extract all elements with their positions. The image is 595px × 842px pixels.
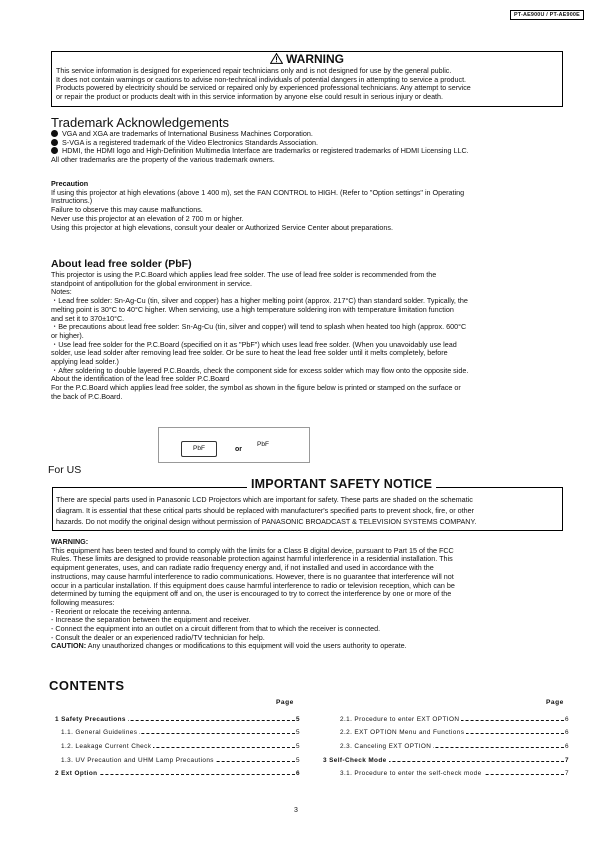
page-number: 3 bbox=[294, 807, 298, 814]
fcc-line: - Increase the separation between the equipment and receiver. bbox=[51, 615, 251, 625]
fcc-section bbox=[51, 538, 455, 651]
pbf-line: the back of P.C.Board. bbox=[51, 391, 123, 401]
precaution-line: Never use this projector at an elevation of 2 700 m or higher. bbox=[51, 213, 244, 223]
safety-notice-line: diagram. It is essential that these critical parts should be replaced with manufacturer's specified parts to prevent shock, fire, or other bbox=[56, 506, 475, 516]
trademarks-list bbox=[51, 130, 469, 165]
for-us-heading: For US bbox=[48, 464, 82, 476]
bullet-icon bbox=[51, 147, 58, 154]
page-column-label: Page bbox=[276, 699, 294, 706]
model-label: PT-AE900U / PT-AE900E bbox=[510, 10, 584, 20]
pbf-line: solder, use lead solder after removing lead free solder. Or be sure to heat the lead free solder until it melts completely, before bbox=[51, 348, 448, 358]
pbf-symbol-plain: PbF bbox=[257, 441, 269, 448]
pbf-line: About the identification of the lead free solder P.C.Board bbox=[51, 374, 230, 384]
toc-entry[interactable] bbox=[340, 743, 569, 753]
toc-entry[interactable] bbox=[61, 743, 300, 753]
trademark-text: HDMI, the HDMI logo and High-Definition Multimedia Interface are trademarks or registered trademarks of HDMI Licensing LLC. bbox=[62, 146, 469, 156]
toc-entry[interactable] bbox=[340, 716, 569, 726]
pbf-or-label: or bbox=[235, 446, 242, 453]
fcc-line: - Reorient or relocate the receiving antenna. bbox=[51, 606, 192, 616]
pbf-heading: About lead free solder (PbF) bbox=[51, 258, 192, 270]
fcc-line: equipment generates, uses, and can radiate radio frequency energy and, if not installed and used in accordance with the bbox=[51, 563, 434, 573]
toc-label: 3.1. Procedure to enter the self-check mode bbox=[340, 770, 482, 777]
warning-title: WARNING bbox=[286, 52, 344, 66]
pbf-line: For the P.C.Board which applies lead free solder, the symbol as shown in the figure below is printed or stamped on the surface or bbox=[51, 383, 461, 393]
toc-label: 1.2. Leakage Current Check bbox=[61, 743, 152, 750]
fcc-heading: WARNING: bbox=[51, 537, 89, 546]
page-column-label: Page bbox=[546, 699, 564, 706]
safety-notice-line: There are special parts used in Panasonic LCD Projectors which are important for safety. These parts are shaded on the schematic bbox=[56, 495, 473, 504]
precaution-section bbox=[51, 180, 464, 232]
fcc-line: - Consult the dealer or an experienced radio/TV technician for help. bbox=[51, 632, 265, 642]
warning-line: Products powered by electricity should be serviced or repaired only by experienced professional technicians. Any attempt to service bbox=[56, 84, 471, 92]
toc-page: 6 bbox=[565, 729, 569, 736]
pbf-line: applying lead solder.) bbox=[51, 357, 119, 367]
precaution-line: If using this projector at high elevations (above 1 400 m), set the FAN CONTROL to HIGH. (Refer to "Option settings" in Operating bbox=[51, 187, 465, 197]
toc-page: 7 bbox=[565, 770, 569, 777]
pbf-line: This projector is using the P.C.Board which applies lead free solder. The use of lead free solder is recommended from the bbox=[51, 270, 437, 279]
warning-line: It does not contain warnings or cautions to advise non-technical individuals of potential dangers in attempting to service a product. bbox=[56, 75, 467, 84]
toc-page: 5 bbox=[296, 757, 300, 764]
pbf-line: standpoint of antipollution for the global environment in service. bbox=[51, 278, 252, 288]
toc-page: 5 bbox=[296, 729, 300, 736]
toc-entry[interactable] bbox=[55, 770, 300, 780]
pbf-line: ・Use lead free solder for the P.C.Board (specified on it as "PbF") which uses lead free solder. (When you unavoidably use lead bbox=[51, 339, 457, 349]
safety-notice-title: IMPORTANT SAFETY NOTICE bbox=[247, 477, 436, 491]
warning-box bbox=[51, 51, 563, 107]
pbf-line: or higher). bbox=[51, 330, 84, 340]
pbf-line: ・Be precautions about lead free solder: Sn-Ag-Cu (tin, silver and copper) will tend to splash when heated too high (approx. 600°C bbox=[51, 322, 467, 332]
pbf-text bbox=[51, 271, 468, 402]
toc-label: 2.3. Canceling EXT OPTION bbox=[340, 743, 432, 750]
toc-page: 5 bbox=[296, 743, 300, 750]
toc-page: 7 bbox=[565, 757, 569, 764]
toc-page: 6 bbox=[565, 716, 569, 723]
pbf-symbol-boxed: PbF bbox=[181, 441, 217, 457]
safety-notice-text bbox=[56, 494, 476, 528]
caution-text: Any unauthorized changes or modifications to this equipment will void the users authority to operate. bbox=[86, 641, 407, 651]
safety-notice-box bbox=[52, 487, 563, 531]
warning-line: or repair the product or products dealt with in this service information by anyone else could result in serious injury or death. bbox=[56, 92, 443, 101]
toc-page: 6 bbox=[296, 770, 300, 777]
toc-label: 1 Safety Precautions bbox=[55, 716, 126, 723]
fcc-caution bbox=[51, 642, 455, 651]
precaution-line: Instructions.) bbox=[51, 196, 93, 206]
warning-heading bbox=[52, 53, 562, 66]
warning-triangle-icon bbox=[270, 53, 283, 64]
toc-label: 3 Self-Check Mode bbox=[323, 757, 387, 764]
contents-heading: CONTENTS bbox=[49, 678, 125, 693]
pbf-line: ・Lead free solder: Sn-Ag-Cu (tin, silver and copper) has a higher melting point (approx. 217°C) than standard solder. Typically, the bbox=[51, 296, 468, 306]
pbf-line: and set it to 370±10°C. bbox=[51, 313, 125, 323]
toc-label: 2 Ext Option bbox=[55, 770, 98, 777]
toc-label: 1.1. General Guidelines bbox=[61, 729, 138, 736]
toc-entry[interactable] bbox=[340, 729, 569, 739]
trademark-other: All other trademarks are the property of the various trademark owners. bbox=[51, 155, 275, 165]
pbf-symbol-figure bbox=[158, 427, 310, 463]
toc-entry[interactable] bbox=[340, 770, 569, 780]
fcc-line: determined by turning the equipment off and on, the user is encouraged to try to correct the interference by one or more of the bbox=[51, 589, 452, 599]
toc-label: 1.3. UV Precaution and UHM Lamp Precautions bbox=[61, 757, 214, 764]
precaution-line: Using this projector at high elevations, consult your dealer or Authorized Service Center about preparations. bbox=[51, 222, 393, 232]
trademark-text: VGA and XGA are trademarks of International Business Machines Corporation. bbox=[62, 129, 313, 138]
fcc-line: This equipment has been tested and found to comply with the limits for a Class B digital device, pursuant to Part 15 of the FCC bbox=[51, 545, 454, 555]
toc-page: 5 bbox=[296, 716, 300, 723]
pbf-line: Notes: bbox=[51, 287, 72, 297]
trademarks-heading: Trademark Acknowledgements bbox=[51, 115, 229, 130]
trademark-text: S-VGA is a registered trademark of the Video Electronics Standards Association. bbox=[62, 137, 318, 147]
warning-text bbox=[52, 66, 562, 101]
precaution-line: Failure to observe this may cause malfunctions. bbox=[51, 205, 203, 215]
caution-label: CAUTION: bbox=[51, 641, 87, 651]
fcc-line: - Connect the equipment into an outlet on a circuit different from that to which the receiver is connected. bbox=[51, 624, 381, 634]
pbf-line: melting point is 30°C to 40°C higher. When servicing, use a high temperature soldering iron with temperature limitation function bbox=[51, 304, 454, 314]
fcc-line: occur in a particular installation. If this equipment does cause harmful interference to radio or television reception, which can be bbox=[51, 580, 455, 590]
toc-entry[interactable] bbox=[61, 729, 300, 739]
toc-entry[interactable] bbox=[323, 757, 569, 767]
bullet-icon bbox=[51, 139, 58, 146]
safety-notice-line: hazards. Do not modify the original design without permission of PANASONIC BROADCAST & TELEVISION SYSTEMS COMPANY. bbox=[56, 517, 477, 527]
toc-label: 2.1. Procedure to enter EXT OPTION bbox=[340, 716, 460, 723]
pbf-line: ・After soldering to double layered P.C.Boards, check the component side for excess solder which may flow onto the opposite side. bbox=[51, 365, 469, 375]
fcc-line: Rules. These limits are designed to provide reasonable protection against harmful interference in a residential installation. This bbox=[51, 554, 453, 564]
toc-page: 6 bbox=[565, 743, 569, 750]
fcc-line: instructions, may cause harmful interference to radio communications. However, there is no guarantee that interference will not bbox=[51, 571, 454, 581]
toc-entry[interactable] bbox=[55, 716, 300, 726]
bullet-icon bbox=[51, 130, 58, 137]
fcc-line: following measures: bbox=[51, 597, 115, 607]
precaution-heading: Precaution bbox=[51, 179, 89, 188]
toc-label: 2.2. EXT OPTION Menu and Functions bbox=[340, 729, 465, 736]
warning-line: This service information is designed for experienced repair technicians only and is not designed for use by the general public. bbox=[56, 67, 452, 75]
toc-entry[interactable] bbox=[61, 757, 300, 767]
